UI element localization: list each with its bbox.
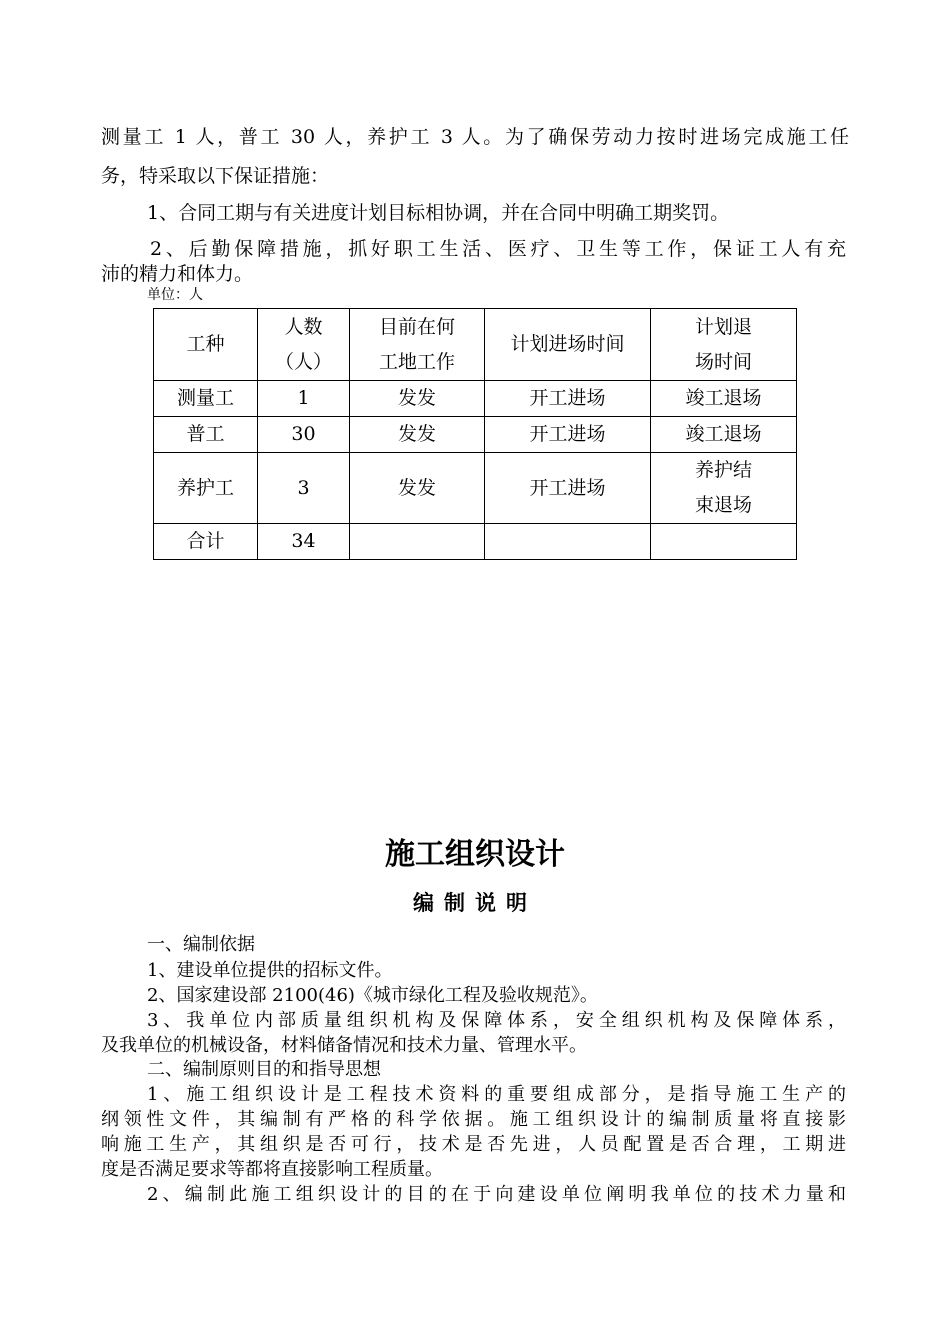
page-title: 施工组织设计 bbox=[385, 837, 565, 872]
basis-item-3: 3、我单位内部质量组织机构及保障体系，安全组织机构及保障体系， bbox=[147, 1010, 846, 1031]
principle-item-1-cont: 度是否满足要求等都将直接影响工程质量。 bbox=[101, 1159, 443, 1180]
header-enter: 计划进场时间 bbox=[510, 333, 625, 355]
table-row bbox=[154, 453, 797, 524]
labour-table bbox=[153, 308, 797, 560]
table-cell bbox=[350, 524, 485, 560]
table-cell: 开工进场 bbox=[485, 417, 651, 453]
table-cell: 3 bbox=[258, 453, 350, 524]
table-cell: 测量工 bbox=[154, 381, 258, 417]
table-cell bbox=[651, 524, 797, 560]
table-cell: 普工 bbox=[154, 417, 258, 453]
paragraph-line: 务，特采取以下保证措施： bbox=[101, 165, 330, 187]
header-type: 工种 bbox=[186, 333, 225, 355]
heading-1: 一、编制依据 bbox=[147, 934, 255, 955]
basis-item-2: 2、国家建设部 2100(46)《城市绿化工程及验收规范》。 bbox=[147, 985, 598, 1006]
unit-label: 单位：人 bbox=[147, 287, 203, 303]
header-cell bbox=[651, 309, 797, 381]
measure-item-1: 1、合同工期与有关进度计划目标相协调，并在合同中明确工期奖罚。 bbox=[147, 202, 730, 224]
measure-item-2-cont: 沛的精力和体力。 bbox=[101, 263, 254, 285]
basis-item-3-cont: 及我单位的机械设备，材料储备情况和技术力量、管理水平。 bbox=[101, 1035, 587, 1056]
table-header-row bbox=[154, 309, 797, 381]
header-cell bbox=[258, 309, 350, 381]
table-cell: 1 bbox=[258, 381, 350, 417]
cell-exit-cont: 束退场 bbox=[694, 494, 752, 516]
table-cell bbox=[651, 453, 797, 524]
table-row bbox=[154, 417, 797, 453]
table-cell: 养护工 bbox=[154, 453, 258, 524]
table-row bbox=[154, 381, 797, 417]
heading-2: 二、编制原则目的和指导思想 bbox=[147, 1059, 381, 1080]
measure-item-2: 2、后勤保障措施，抓好职工生活、医疗、卫生等工作，保证工人有充 bbox=[150, 238, 846, 260]
table-cell: 30 bbox=[258, 417, 350, 453]
table-cell: 合计 bbox=[154, 524, 258, 560]
table-cell bbox=[485, 524, 651, 560]
header-exit-cont: 场时间 bbox=[694, 350, 752, 373]
principle-item-1-cont: 响施工生产，其组织是否可行，技术是否先进，人员配置是否合理，工期进 bbox=[101, 1134, 846, 1155]
basis-item-1: 1、建设单位提供的招标文件。 bbox=[147, 960, 393, 981]
header-cell bbox=[154, 309, 258, 381]
table-cell: 开工进场 bbox=[485, 381, 651, 417]
principle-item-1: 1、施工组织设计是工程技术资料的重要组成部分，是指导施工生产的 bbox=[147, 1084, 846, 1105]
header-count-unit: （人） bbox=[274, 350, 332, 373]
header-site-cont: 工地工作 bbox=[378, 350, 455, 373]
table-cell: 发发 bbox=[350, 417, 485, 453]
paragraph-line: 测量工 1 人，普工 30 人，养护工 3 人。为了确保劳动力按时进场完成施工任 bbox=[101, 126, 849, 148]
section-subtitle: 编制说明 bbox=[413, 891, 537, 915]
table-cell: 发发 bbox=[350, 381, 485, 417]
header-exit: 计划退 bbox=[694, 315, 752, 338]
principle-item-1-cont: 纲领性文件，其编制有严格的科学依据。施工组织设计的编制质量将直接影 bbox=[101, 1109, 846, 1130]
table-cell: 34 bbox=[258, 524, 350, 560]
table-cell: 开工进场 bbox=[485, 453, 651, 524]
table-cell: 竣工退场 bbox=[651, 381, 797, 417]
table-cell: 发发 bbox=[350, 453, 485, 524]
header-cell bbox=[485, 309, 651, 381]
principle-item-2: 2、编制此施工组织设计的目的在于向建设单位阐明我单位的技术力量和 bbox=[147, 1184, 846, 1205]
header-count: 人数 bbox=[284, 315, 323, 338]
cell-exit: 养护结 bbox=[694, 459, 752, 481]
table-total-row bbox=[154, 524, 797, 560]
header-site: 目前在何 bbox=[378, 315, 455, 338]
header-cell bbox=[350, 309, 485, 381]
table-cell: 竣工退场 bbox=[651, 417, 797, 453]
